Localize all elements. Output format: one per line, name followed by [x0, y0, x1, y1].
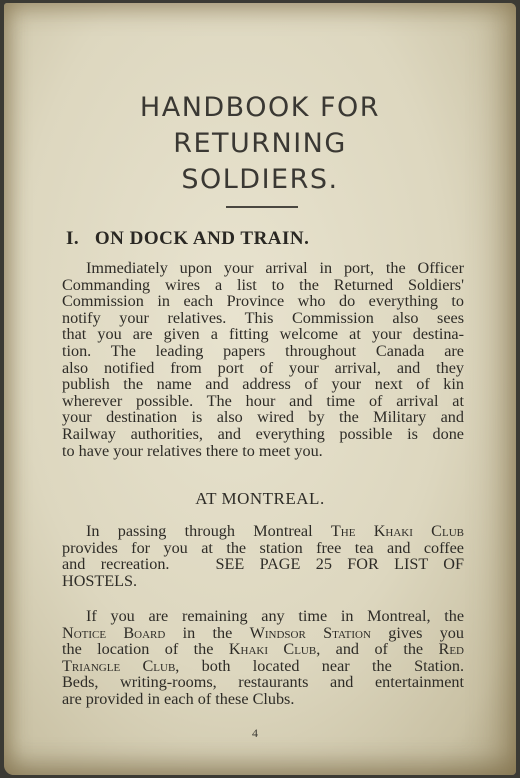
paragraph-clubs — [62, 608, 464, 708]
khaki-club-name: The Khaki Club — [330, 522, 464, 540]
text-line: wherever possible. The hour and time of arrival at — [62, 391, 464, 410]
paragraph-montreal — [62, 523, 464, 589]
text-line: provides for you at the station free tea and coffee — [62, 538, 464, 557]
text-line: Railway authorities, and everything possible is done — [62, 424, 464, 443]
paragraph-arrival — [62, 260, 464, 459]
text-fragment: gives you — [370, 623, 464, 642]
text-line: publish the name and address of your next of kin — [62, 375, 464, 394]
page-number: 4 — [252, 726, 258, 740]
text-line: If you are remaining any time in Montreal, the — [86, 607, 464, 625]
title-divider — [226, 206, 298, 208]
text-fragment: , both located near the Station. — [175, 656, 464, 675]
text-line: that you are given a fitting welcome at your destina- — [62, 325, 464, 344]
windsor-station-name: Windsor Station — [249, 623, 371, 642]
text-fragment: in the — [165, 623, 250, 642]
red-triangle-club-name: Triangle Club — [62, 656, 176, 675]
title-line-1: HANDBOOK FOR — [139, 92, 381, 123]
text-fragment: the location of the — [62, 640, 229, 659]
text-fragment: In passing through Montreal — [86, 522, 331, 540]
khaki-club-name: Khaki Club — [228, 640, 317, 659]
text-line: tion. The leading papers throughout Canada are — [62, 341, 464, 360]
red-triangle-name-part: Red — [438, 640, 464, 659]
text-line — [62, 658, 464, 675]
text-line: and recreation. SEE PAGE 25 FOR LIST OF — [62, 555, 464, 574]
title-line-2: RETURNING — [173, 128, 347, 159]
text-line: HOSTELS. — [62, 571, 138, 590]
section-heading: I. ON DOCK AND TRAIN. — [66, 228, 310, 249]
subheading-montreal: AT MONTREAL. — [195, 489, 325, 508]
text-line: also notified from port of your arrival, and they — [62, 358, 464, 377]
text-line: Beds, writing-rooms, restaurants and entertainment — [62, 673, 464, 692]
title-line-3: SOLDIERS. — [181, 164, 339, 195]
page-title — [0, 90, 520, 198]
text-line — [62, 523, 464, 540]
text-line: Immediately upon your arrival in port, the Officer — [86, 259, 464, 277]
text-line: are provided in each of these Clubs. — [62, 689, 295, 708]
text-line — [62, 641, 464, 658]
text-line: Commanding wires a list to the Returned Soldiers' — [62, 275, 464, 294]
text-line: to have your relatives there to meet you. — [62, 441, 323, 460]
text-fragment: , and of the — [316, 640, 439, 659]
text-line: your destination is also wired by the Military and — [62, 408, 464, 427]
notice-board-name: Notice Board — [62, 623, 166, 642]
text-line: Commission in each Province who do everything to — [62, 292, 464, 311]
text-line: notify your relatives. This Commission also sees — [62, 308, 464, 327]
text-line — [62, 625, 464, 642]
